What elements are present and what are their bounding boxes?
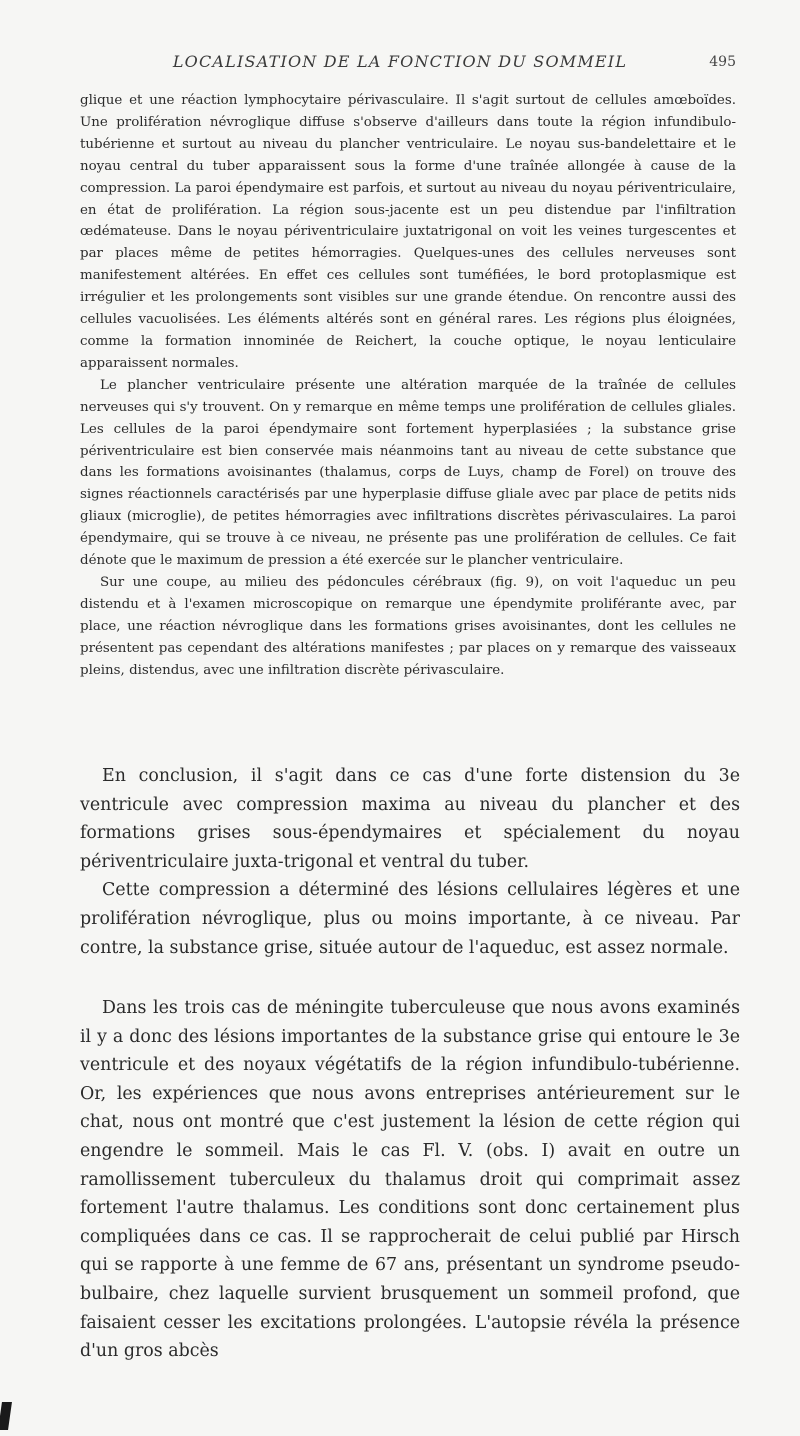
discussion-block — [80, 994, 740, 1366]
page-number: 495 — [709, 54, 736, 70]
running-title: LOCALISATION DE LA FONCTION DU SOMMEIL — [172, 52, 628, 71]
paragraph-conclusion: En conclusion, il s'agit dans ce cas d'une forte distension du 3e ventricule avec compression maxima au niveau du plancher et des formations grises sous-épendymaires et spécialement du noyau périventriculaire juxta-trigonal et ventral du tuber. — [80, 766, 740, 872]
page-header — [0, 52, 800, 76]
paragraph-ventricular-floor: Le plancher ventriculaire présente une altération marquée de la traînée de cellules nerveuses qui s'y trouvent. On y remarque en même temps une prolifération de cellules gliales. Les cellules de la paroi épendymaire sont fortement hyperplasiées ; la substance grise périventriculaire est bien conservée mais néanmoins tant au niveau de cette substance que dans les formations avoisinantes (thalamus, corps de Luys, champ de Forel) on trouve des signes réactionnels caractérisés par une hyperplasie diffuse gliale avec par place de petits nids gliaux (microglie), de petites hémorragies avec infiltrations discrètes périvasculaires. La paroi épendymaire, qui se trouve à ce niveau, ne présente pas une prolifération de cellules. Ce fait dénote que le maximum de pression a été exercée sur le plancher ventriculaire. — [80, 377, 736, 569]
paragraph-compression: Cette compression a déterminé des lésions cellulaires légères et une prolifération névroglique, plus ou moins importante, à ce niveau. Par contre, la substance grise, située autour de l'aqueduc, est assez normale. — [80, 880, 740, 958]
conclusion-block — [80, 762, 740, 962]
observation-details-block — [80, 90, 736, 681]
paragraph-discussion: Dans les trois cas de méningite tuberculeuse que nous avons examinés il y a donc des lésions importantes de la substance grise qui entoure le 3e ventricule et des noyaux végétatifs de la région infundibulo-tubérienne. Or, les expériences que nous avons entreprises antérieurement sur le chat, nous ont montré que c'est justement la lésion de cette région qui engendre le sommeil. Mais le cas Fl. V. (obs. I) avait en outre un ramollissement tuberculeux du thalamus droit qui comprimait assez fortement l'autre thalamus. Les conditions sont donc certainement plus compliquées dans ce cas. Il se rapprocherait de celui publié par Hirsch qui se rapporte à une femme de 67 ans, présentant un syndrome pseudo-bulbaire, chez laquelle survient brusquement un sommeil profond, que faisaient cesser les excitations prolongées. L'autopsie révéla la présence d'un gros abcès — [80, 998, 740, 1362]
paragraph-tuber-lesions: glique et une réaction lymphocytaire périvasculaire. Il s'agit surtout de cellules amœboïdes. Une prolifération névroglique diffuse s'observe d'ailleurs dans toute la région infundibulo-tubérienne et surtout au niveau du plancher ventriculaire. Le noyau sus-bandelettaire et le noyau central du tuber apparaissent sous la forme d'une traînée allongée à cause de la compression. La paroi épendymaire est parfois, et surtout au niveau du noyau périventriculaire, en état de prolifération. La région sous-jacente est un peu distendue par l'infiltration œdémateuse. Dans le noyau périventriculaire juxtatrigonal on voit les veines turgescentes et par places même de petites hémorragies. Quelques-unes des cellules nerveuses sont manifestement altérées. En effet ces cellules sont tuméfiées, le bord protoplasmique est irrégulier et les prolongements sont visibles sur une grande étendue. On rencontre aussi des cellules vacuolisées. Les éléments altérés sont en général rares. Les régions plus éloignées, comme la formation innominée de Reichert, la couche optique, le noyau lenticulaire apparaissent normales. — [80, 93, 736, 371]
paragraph-cerebral-peduncles: Sur une coupe, au milieu des pédoncules cérébraux (fig. 9), on voit l'aqueduc un peu distendu et à l'examen microscopique on remarque une épendymite proliférante avec, par place, une réaction névroglique dans les formations grises avoisinantes, dont les cellules ne présentent pas cependant des altérations manifestes ; par places on y remarque des vaisseaux pleins, distendus, avec une infiltration discrète périvasculaire. — [80, 574, 736, 678]
scan-edge-mark — [0, 1402, 12, 1430]
